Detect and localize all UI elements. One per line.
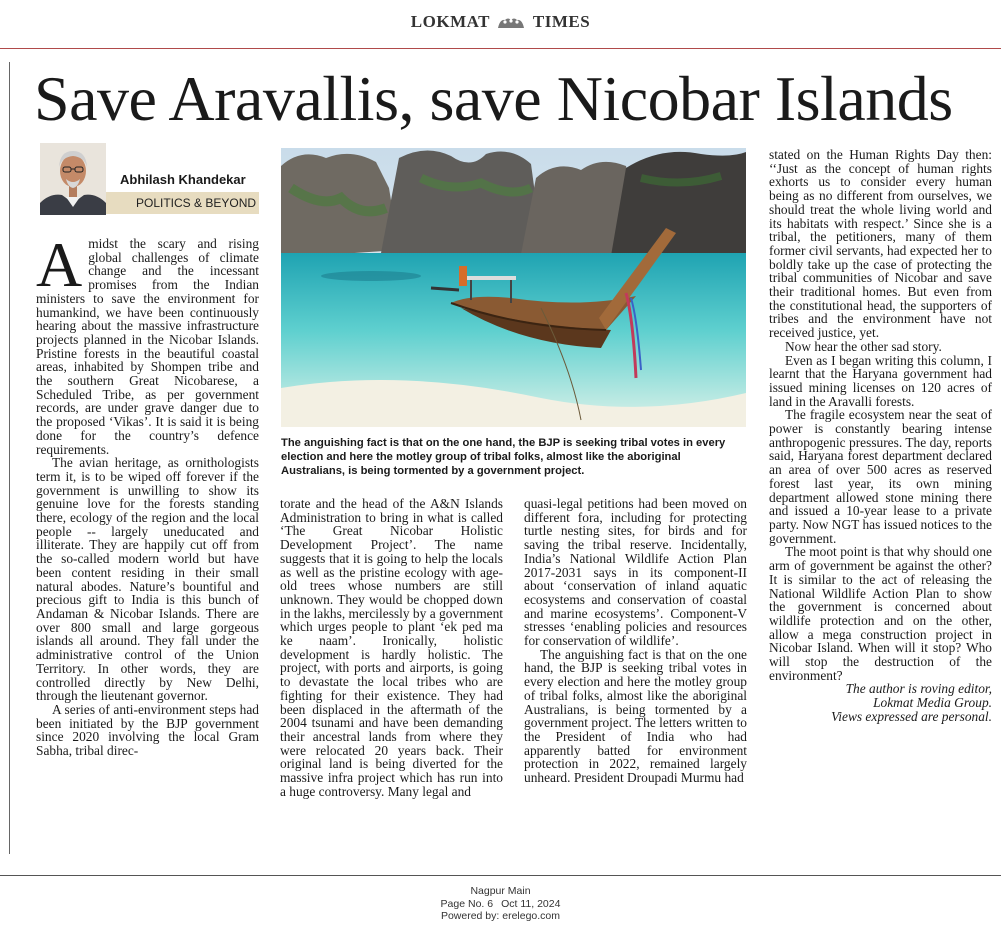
article-column-3: [524, 497, 747, 785]
article-paragraph: quasi-legal petitions had been moved on different fora, including for protecting turtle nesting sites, for birds and for saving the tribal reserve. Incidentally, India’s National Wildlife Action Plan 2017-2031 says in its component-II about ‘conservation of inland aquatic ecosystems and conservation of coastal and marine ecosystems’. Component-V stresses ‘enabling policies and resources for conservation of wildlife’.: [524, 496, 747, 649]
author-note: [769, 682, 992, 723]
article-column-4: [769, 148, 992, 724]
column-tag: POLITICS & BEYOND: [106, 192, 259, 214]
article-paragraph: stated on the Human Rights Day then: ‘‘Just as the concept of human rights exhorts us to consider every human being as no different from ourselves, we should treat the whole living world and its habitats with respect.’ Since she is a tribal, the petitioners, many of them former civil servants, had expected her to boldly take up the case of protecting the tribal communities of Nicobar and save their traditional homes. But even from the constitutional head, the supporters of tribes and the environment have not received justice, yet.: [769, 147, 992, 341]
article-paragraph: Even as I began writing this column, I learnt that the Haryana government had issued mining licenses on 120 acres of land in the Aravalli forests.: [769, 352, 992, 409]
publication-date: Oct 11, 2024: [501, 897, 561, 910]
article-paragraph: The anguishing fact is that on the one hand, the BJP is seeking tribal votes in every election and here the motley group of tribal folks, almost like the aboriginal Australians, is being tormented by a government project. The letters written to the President of India who had apparently batted for environment protection in 2022, remained largely unheard. President Droupadi Murmu had: [524, 646, 747, 786]
publication-name-right: TIMES: [532, 12, 591, 31]
footer-rule: [0, 875, 1001, 876]
article-paragraph: torate and the head of the A&N Islands Administration to bring in what is called ‘The Great Nicobar Holistic Development Project’. The name suggests that it is going to help the locals as well as the pristine ecology with age-old trees whose numbers are still unknown. They would be chopped down in the lakhs, mercilessly by a government which urges people to plant ‘ek ped ma ke naam’. Ironically, holistic development is hardly holistic. The project, with ports and airports, is going to devastate the local tribes who are fighting for their existence. They had been displaced in the aftermath of the 2004 tsunami and have been demanding their ancestral lands from where they were relocated 20 years back. Their original land is being diverted for the massive infra project which has run into a huge controversy. Many legal and: [280, 496, 503, 799]
article-paragraph: [36, 229, 259, 457]
page-number: Page No. 6: [440, 897, 494, 910]
powered-by[interactable]: Powered by: erelego.com: [440, 910, 561, 922]
page-footer: [0, 885, 1001, 923]
masthead: [0, 0, 1001, 49]
article-paragraph: Now hear the other sad story.: [785, 338, 942, 354]
article-paragraph: A series of anti-environment steps had been initiated by the BJP government since 2020 involving the local Gram Sabha, tribal direc-: [36, 701, 259, 759]
edition-name: Nagpur Main: [470, 885, 531, 897]
author-note-line: Lokmat Media Group.: [873, 695, 992, 711]
drop-cap: A: [36, 229, 83, 300]
boat-beach-photo: [281, 148, 746, 427]
article-paragraph: The moot point is that why should one arm of government be against the other? It is similar to the act of releasing the National Wildlife Action Plan to show the government is concerned about wildlife protection and on the other, allow a mega construction project in Nicobar Island. When will it stop? Who will stop the destruction of the environment?: [769, 544, 992, 683]
author-photo: [40, 143, 106, 215]
publication-name: [0, 12, 1001, 32]
article-column-2: [280, 497, 503, 798]
article-paragraph: The avian heritage, as ornithologists term it, is to be wiped off forever if the government is unwilling to show its genuine love for the forests standing there, ecology of the region and the local people -- largely uneducated and illiterate. They are happily cut off from the so-called modern world but have been content residing in their small natural abodes. Nature’s bountiful and precious gift to India is this bunch of Andaman & Nicobar Islands. There are over 800 small and large gorgeous islands all around. They fall under the administrative control of the Union Territory. In other words, they are controlled directly by New Delhi, through the lieutenant governor.: [36, 455, 259, 704]
author-note-line: Views expressed are personal.: [831, 708, 992, 724]
author-name: Abhilash Khandekar: [120, 172, 246, 187]
article-paragraph: The fragile ecosystem near the seat of power is constantly bearing intense anthropogenic pressures. The day, reports said, Haryana forest department declared an area of over 500 acres as reserved forest last year, its own mining department allowed stone mining there and issued a 10-year lease to a private party. Now NGT has issued notices to the government.: [769, 407, 992, 546]
page-info: [0, 898, 1001, 911]
lion-emblem-icon: [496, 16, 526, 30]
publication-name-left: LOKMAT: [410, 12, 490, 31]
margin-rule: [9, 62, 10, 854]
article-column-1: [36, 229, 259, 759]
headline: Save Aravallis, save Nicobar Islands: [34, 63, 953, 134]
author-note-line: The author is roving editor,: [845, 681, 992, 697]
photo-caption: The anguishing fact is that on the one hand, the BJP is seeking tribal votes in every election and here the motley group of tribal folks, almost like the aboriginal Australians, is being tormented by a government project.: [281, 437, 726, 477]
paragraph-text: midst the scary and rising global challenges of climate change and the incessant promises from the Indian ministers to save the environment for humankind, we have been continuously hearing about the massive infrastructure projects planned in the Nicobar Islands. Pristine forests in the beautiful coastal areas, inhabited by Shompen tribe and the southern Great Nicobarese, a Scheduled Tribe, as per government records, are under grave danger due to the proposed ‘Vikas’. It is said it is being done for the country’s defence requirements.: [36, 236, 259, 457]
